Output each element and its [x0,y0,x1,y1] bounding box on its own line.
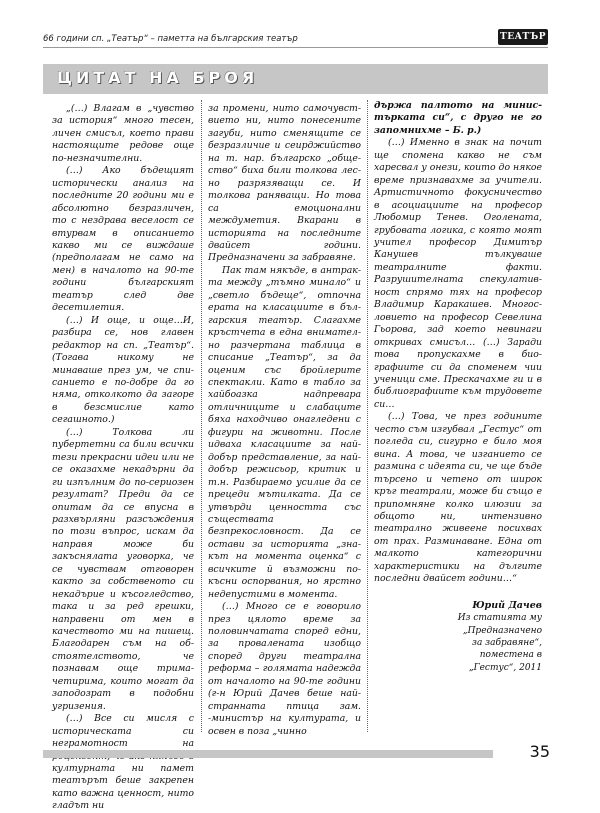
magazine-logo: ТЕАТЪР [498,29,548,45]
paragraph: (…) И още, и още…И, разбира се, нов главен редактор на сп. „Театър“. (Тогава никому не минаваше през ум, че списанието е по-добре да го няма, отколкото да загоре в безсмислие като сегашното.) [52,314,194,426]
text-column-3 [374,100,542,674]
column-divider [367,100,369,732]
paragraph: за промени, нито самочувствието ни, нито понесените загуби, нито сменящите се безразличие и сеирджийство на т. нар. българско „общество“ биха били толкова лесно разрязяващи се. И толкова раняващи. Но това са емоционални междуметия. Вкарани в историята на последните двайсет години. Предназначени за забравяне. [208,103,361,264]
source-line: „Гестус“, 2011 [468,662,542,673]
header-divider [43,47,548,48]
paragraph: (…) Много се е говорило през цялото време за половинчатата според едни, за провалената изобщо според други театрална реформа – голямата надежда от началото на 90-те години (г-н Юрий Дачев беше най-странната птица зам. -министър на културaта, и освен в поза „чинно [208,601,361,737]
text-column-1 [52,103,194,813]
section-title: ЦИТАТ НА БРОЯ [57,68,259,87]
section-banner [43,64,548,94]
page-number: 35 [529,742,550,761]
footer-bar [43,750,493,758]
paragraph-bold: държа палтото на министърката си“, с друго не го запомнихме – Б. р.) [374,100,542,136]
paragraph: Пак там някъде, в антракта между „тъмно минало“ и „светло бъдеще“, отпочна ерата на класациите в българския театър. Слагахме кръстчета в една внимателно разчертана таблица в списание „Театър“, за да оценим със бройлерите спектакли. Като в табло за хайбоазка надпреварa отличниците и слабаците бяха находчиво онагледени с фигури на животни. После идваха класациите за най-добър представление, за най-добър режисьор, критик и т.н. Разбираемо усилие да се прецеди мътилката. Да се утвърди ценността със съществата безпрекословност. Да се остави за историята „знакът на момента оценка“ с всичките й възможни по-късни оспорвания, но ярстно недепустими в момента. [208,264,361,600]
text-column-2 [208,103,361,738]
paragraph: (…) Ако бъдещият исторически анализ на последните 20 години ми е абсолютно безразличен, то с нездрава веселост се втурвам в описанието какво ми се виждаше (предполагам не само на мен) в началото на 90-те години българският театър след две десетилетия. [52,165,194,314]
author-name: Юрий Дачев [472,599,542,611]
paragraph: (…) Все си мисля с историческата си негрaмотност на културната ни памет театърът беше закрепен като важна ценност, нито гладът ни [52,713,194,812]
source-line: за забравяне“, [472,637,542,648]
paragraph: (…) Това, че през годините често съм изгубвал „Гестус“ от погледа си, сигурно е било моя вина. А това, че изганието се размина с идеята си, че ще бъде търсено и четено от широк кръг театрали, може би също е припомняне колко илюзии за общото ни, интензивно театрално живеене посихвах от прах. Разминаване. Една от малкото категорични характеристики на дългите последни двайсет години…“ [374,411,542,585]
source-line: Из статията му [457,613,542,624]
paragraph: „(…) Влагам в „чувство за история“ много тесен, личен смисъл, което прави настоящите редове още по-незначителни. [52,103,194,164]
running-header: 66 години сп. „Театър“ – паметта на българския театър [43,34,298,44]
paragraph: (…) Толкова ли пубертетни са били всички тези прекрасни идеи или не се оказахме некадърни да ги изпълним до по-сериозен резултат? Преди да се опитам да се впусна в разхвърляни разсъждения по този въпрос, искам да направя може би закъснялата уговорка, че се чувствам отговорен както за собственото си некадърие и късогледство, така и за ред грешки, направени от мен в качеството ми на пишещ. Благодарен съм на обстоятелството, че познавам още трима-четирима, които могат да заподозрат в подобни угризения. [52,426,194,712]
source-line: поместена в [479,650,542,661]
column-divider [201,100,203,732]
source-line: „Предназначено [462,625,542,636]
paragraph: (…) Именно в знак на почит ще спомена какво не съм харесвал у онези, които до някое време признавахме за учители. Артистичното фокусничество в асоциациите на професор Любомир Тенев. Оголената, грубоватa логика, с която моят учител професор Димитър Канушев тълкуваше театралните факти. Разрушителната спекулативност спрямо тях на професор Владимир Каракашев. Многословието на професор Севелина Гьорова, зад което невинаги откривах смисъл… (…) Заради това пропускахме в биографиите си да споменем чии ученици сме. Прескачахме ги и в библиографиите към трудовете си… [374,137,542,410]
